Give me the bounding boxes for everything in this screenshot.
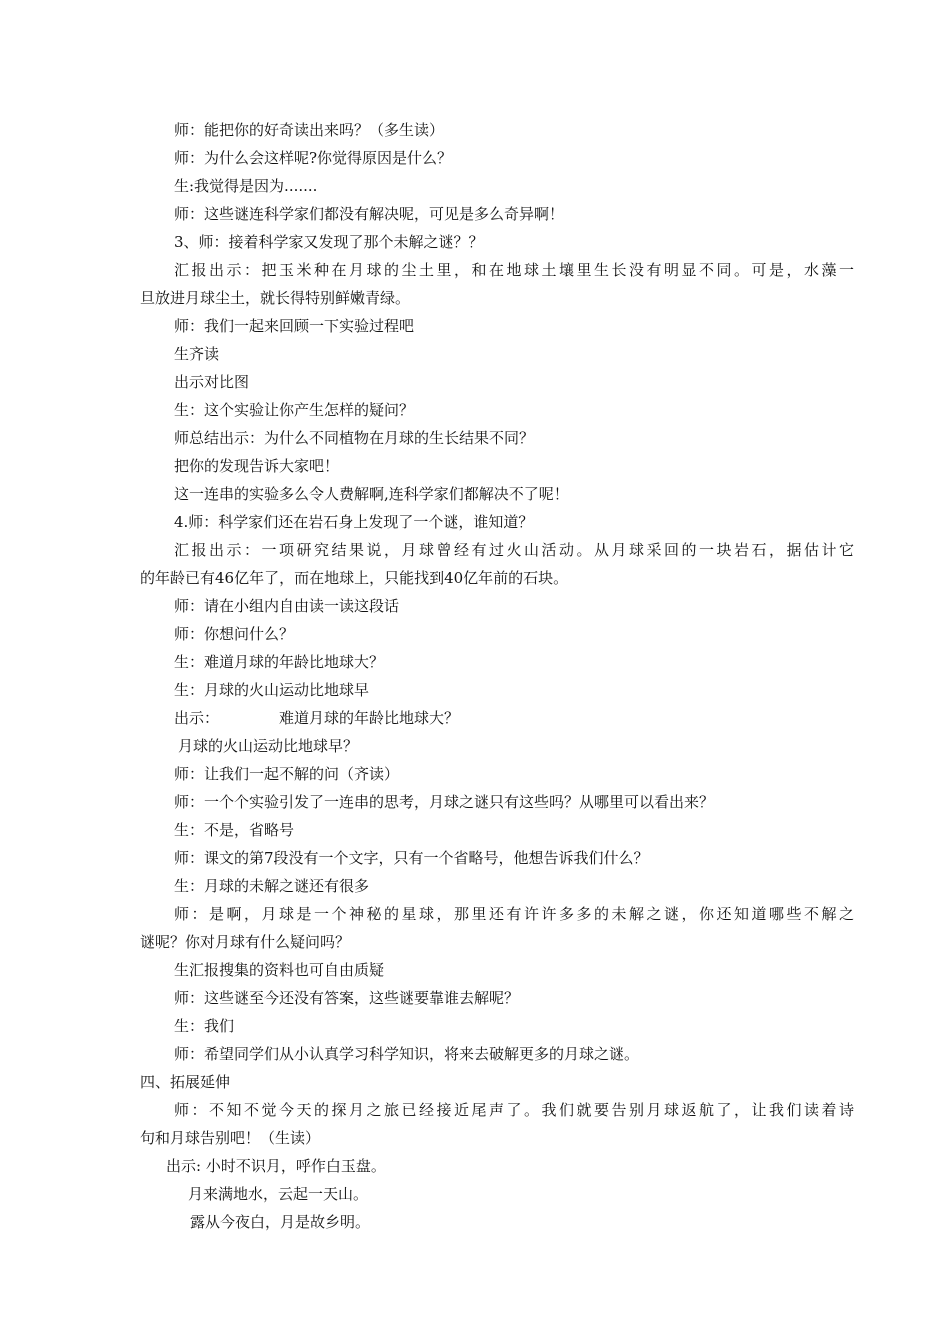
text-line: 把你的发现告诉大家吧！ [174,457,340,475]
text-line: 师：希望同学们从小认真学习科学知识，将来去破解更多的月球之谜。 [174,1045,640,1063]
section-heading: 四、拓展延伸 [140,1073,231,1091]
text-line: 出示对比图 [174,373,250,391]
text-line: 生：这个实验让你产生怎样的疑问？ [174,401,415,419]
text-line: 句和月球告别吧！（生读） [140,1129,321,1147]
text-line: 师：让我们一起不解的问（齐读） [174,765,400,783]
text-line: 师：这些谜至今还没有答案，这些谜要靠谁去解呢？ [174,989,520,1007]
poem-line: 出示: 小时不识月，呼作白玉盘。 [166,1157,386,1175]
text-line: 生：月球的火山运动比地球早 [174,681,370,699]
text-line: 师：不知不觉今天的探月之旅已经接近尾声了。我们就要告别月球返航了，让我们读着诗 [174,1101,854,1119]
poem-line: 露从今夜白，月是故乡明。 [190,1213,371,1231]
text-line: 的年龄已有46亿年了，而在地球上，只能找到40亿年前的石块。 [140,569,569,587]
text-line: 师：请在小组内自由读一读这段话 [174,597,400,615]
text-line: 3、师：接着科学家又发现了那个未解之谜？？ [174,233,484,251]
text-line: 师：为什么会这样呢?你觉得原因是什么？ [174,149,453,167]
text-line: 谜呢？你对月球有什么疑问吗？ [140,933,351,951]
text-line: 师：课文的第7段没有一个文字，只有一个省略号，他想告诉我们什么？ [174,849,649,867]
text-line: 师：这些谜连科学家们都没有解决呢，可见是多么奇异啊！ [174,205,565,223]
text-line [140,704,854,732]
text-line: 师：是啊，月球是一个神秘的星球，那里还有许许多多的未解之谜，你还知道哪些不解之 [174,905,854,923]
text-line: 师：一个个实验引发了一连串的思考，月球之谜只有这些吗？从哪里可以看出来？ [174,793,715,811]
text-line: 月球的火山运动比地球早？ [178,737,359,755]
text-line: 师：我们一起来回顾一下实验过程吧 [174,317,415,335]
label-text: 出示： [174,709,220,727]
text-line: 旦放进月球尘土，就长得特别鲜嫩青绿。 [140,289,411,307]
text-line: 生:我觉得是因为....... [174,177,318,195]
text-line: 汇报出示：一项研究结果说，月球曾经有过火山活动。从月球采回的一块岩石，据估计它 [174,541,854,559]
text-line: 师总结出示：为什么不同植物在月球的生长结果不同？ [174,429,535,447]
text-line: 生：我们 [174,1017,235,1035]
text-line: 生：月球的未解之谜还有很多 [174,877,370,895]
text-line: 4.师：科学家们还在岩石身上发现了一个谜，谁知道？ [174,513,534,531]
text-line: 汇报出示：把玉米种在月球的尘土里，和在地球土壤里生长没有明显不同。可是，水藻一 [174,261,854,279]
text-line: 师：能把你的好奇读出来吗？（多生读） [174,121,445,139]
text-line: 生：不是，省略号 [174,821,295,839]
poem-line: 月来满地水，云起一天山。 [188,1185,369,1203]
text-line: 生齐读 [174,345,220,363]
text-line: 生汇报搜集的资料也可自由质疑 [174,961,385,979]
question-text: 难道月球的年龄比地球大？ [279,709,460,727]
text-line: 师：你想问什么？ [174,625,295,643]
text-line: 这一连串的实验多么令人费解啊,连科学家们都解决不了呢！ [174,485,569,503]
text-line: 生：难道月球的年龄比地球大？ [174,653,385,671]
